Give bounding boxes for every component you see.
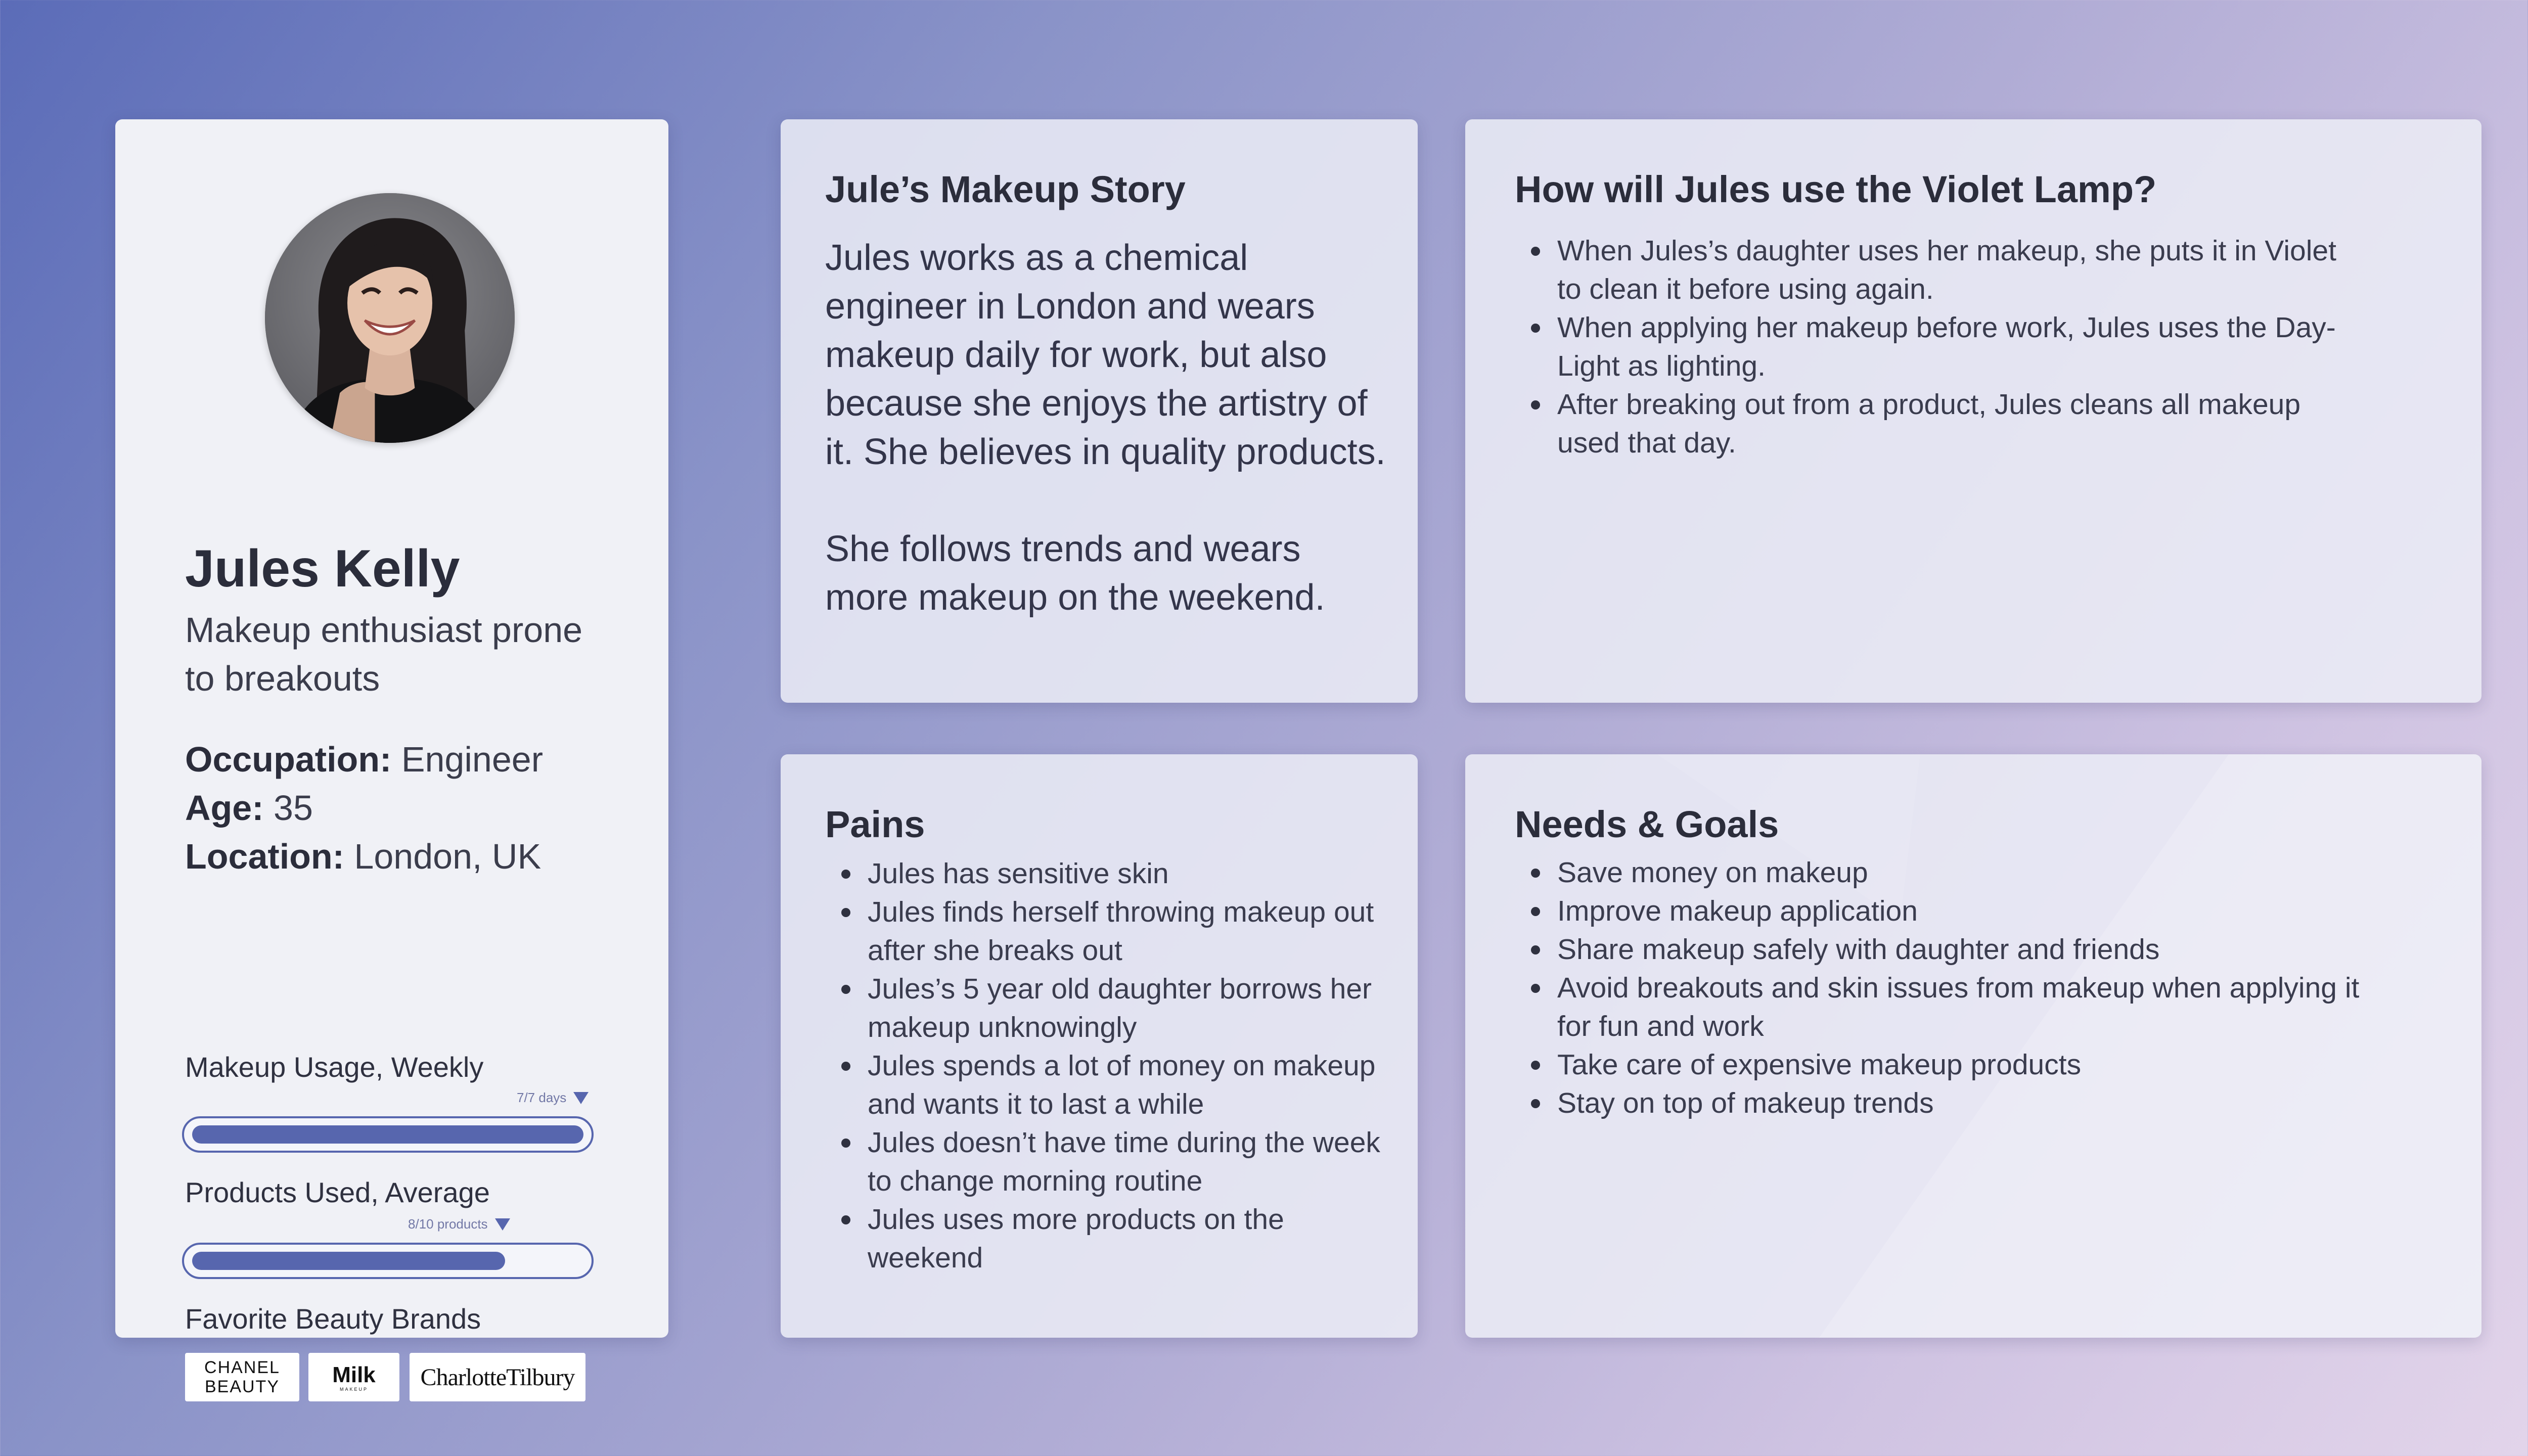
persona-name: Jules Kelly [185,539,460,598]
usage-list [1515,232,2354,462]
brands-label: Favorite Beauty Brands [185,1303,481,1335]
fact-label: Location: [185,837,344,876]
fact-label: Occupation: [185,740,392,779]
panel-title: Pains [825,803,925,845]
fact-location [185,832,543,881]
persona-card [115,119,668,1396]
list-item: Take care of expensive makeup products [1515,1045,2384,1084]
list-item: When applying her makeup before work, Jules uses the Day-Light as lighting. [1515,308,2354,385]
list-item: Improve makeup application [1515,892,2384,930]
fact-label: Age: [185,788,264,828]
list-item: After breaking out from a product, Jules cleans all makeup used that day. [1515,385,2354,462]
panel-title: Jule’s Makeup Story [825,168,1186,210]
marker-triangle-icon [495,1218,510,1231]
meter-fill [192,1125,583,1144]
fact-value: 35 [274,788,313,828]
fact-occupation [185,735,543,784]
brand-logo-text: BEAUTY [204,1377,280,1396]
list-item: When Jules’s daughter uses her makeup, she puts it in Violet to clean it before using again. [1515,232,2354,308]
persona-facts [185,735,543,881]
list-item: Jules’s 5 year old daughter borrows her makeup unknowingly [825,970,1381,1046]
meter-marker-text: 7/7 days [517,1090,567,1105]
fact-value: Engineer [401,740,544,779]
panel-title: Needs & Goals [1515,803,1779,845]
meter-marker-products-used [408,1216,510,1232]
marker-triangle-icon [573,1092,589,1104]
list-item: Jules spends a lot of money on makeup and wants it to last a while [825,1046,1381,1123]
story-paragraph: She follows trends and wears more makeup on the weekend. [825,529,1325,618]
avatar [265,193,515,443]
brand-logo-text: MAKEUP [339,1387,368,1392]
fact-value: London, UK [354,837,541,876]
list-item: Jules doesn’t have time during the week to change morning routine [825,1123,1381,1200]
list-item: Save money on makeup [1515,853,2384,892]
list-item: Jules has sensitive skin [825,854,1381,893]
brand-logo-chanel [185,1353,299,1401]
brand-logo-text: CHANEL [204,1358,280,1377]
meter-makeup-usage [182,1116,594,1153]
avatar-portrait-image [265,193,515,443]
meter-marker-makeup-usage [517,1090,589,1106]
list-item: Jules finds herself throwing makeup out after she breaks out [825,893,1381,970]
list-item: Jules uses more products on the weekend [825,1200,1381,1277]
meter-label-products-used: Products Used, Average [185,1176,490,1208]
meter-marker-text: 8/10 products [408,1216,488,1232]
pains-list [825,854,1381,1277]
needs-goals-panel [1465,754,2481,1338]
brand-logo-text: CharlotteTilbury [420,1363,575,1391]
pains-panel [781,754,1418,1338]
persona-tagline: Makeup enthusiast prone to breakouts [185,610,583,698]
list-item: Stay on top of makeup trends [1515,1084,2384,1122]
story-paragraph: Jules works as a chemical engineer in London and wears makeup daily for work, but also because she enjoys the artistry of it. She believes in quality products. [825,238,1386,472]
brand-logo-charlotte-tilbury [410,1353,585,1401]
brand-logo-text: Milk [332,1362,376,1387]
list-item: Avoid breakouts and skin issues from makeup when applying it for fun and work [1515,969,2384,1045]
panel-title: How will Jules use the Violet Lamp? [1515,168,2157,210]
makeup-story-panel [781,119,1418,703]
fact-age [185,784,543,832]
meter-label-makeup-usage: Makeup Usage, Weekly [185,1051,484,1083]
list-item: Share makeup safely with daughter and friends [1515,930,2384,969]
violet-lamp-usage-panel [1465,119,2481,703]
meter-fill [192,1252,505,1270]
meter-products-used [182,1243,594,1279]
story-text [825,234,1386,622]
needs-list [1515,853,2384,1122]
brand-logo-milk [308,1353,399,1401]
